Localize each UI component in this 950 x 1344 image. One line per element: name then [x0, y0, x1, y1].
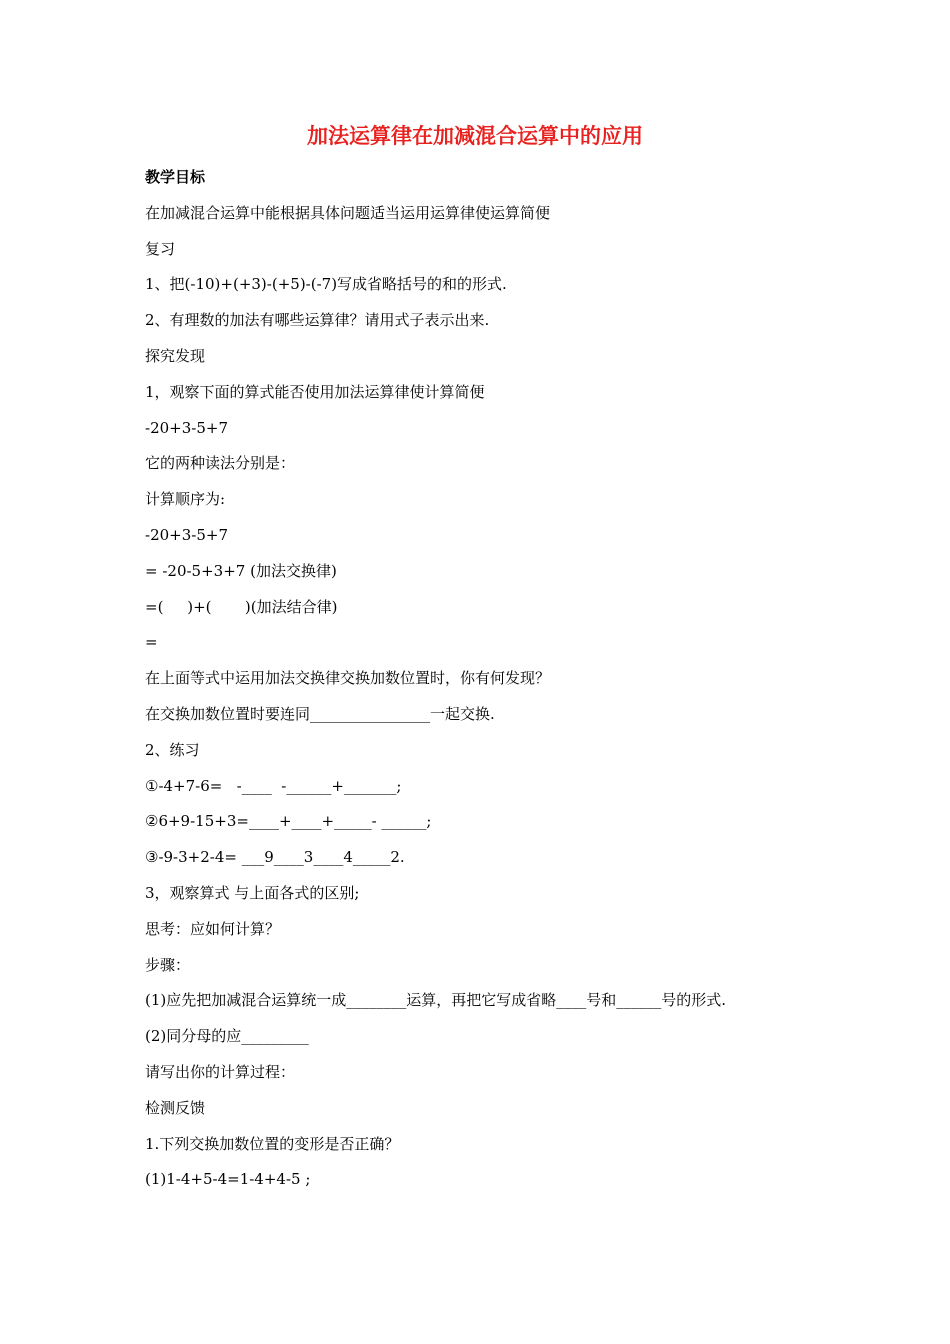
- associative-step-line: =( )+( )(加法结合律): [145, 597, 338, 616]
- write-process-line: 请写出你的计算过程：: [145, 1062, 296, 1081]
- explore-question-1: 1，观察下面的算式能否使用加法运算律使计算简便: [145, 382, 485, 401]
- review-question-2: 2、有理数的加法有哪些运算律？请用式子表示出来.: [145, 311, 490, 330]
- section-heading-feedback: 检测反馈: [145, 1098, 206, 1117]
- feedback-item-1: (1)1-4+5-4=1-4+4-5 ;: [145, 1170, 311, 1189]
- section-heading-explore: 探究发现: [145, 346, 206, 365]
- objective-text: 在加减混合运算中能根据具体问题适当运用运算律使运算简便: [145, 203, 551, 222]
- think-question: 思考：应如何计算？: [145, 919, 281, 938]
- step-1-line: (1)应先把加减混合运算统一成________运算，再把它写成省略____号和______号的形式.: [145, 991, 727, 1010]
- commutative-step-line: = -20-5+3+7 (加法交换律): [145, 561, 337, 580]
- observe-question-3: 3，观察算式 与上面各式的区别;: [145, 883, 360, 902]
- practice-item-3: ③-9-3+2-4= ___9____3____4_____2.: [145, 848, 405, 867]
- section-heading-review: 复习: [145, 239, 176, 258]
- reading-methods-line: 它的两种读法分别是：: [145, 454, 296, 473]
- steps-heading: 步骤：: [145, 955, 191, 974]
- practice-item-2: ②6+9-15+3=____+____+_____- ______;: [145, 812, 432, 831]
- document-body: [145, 160, 845, 1198]
- document-title: 加法运算律在加减混合运算中的应用: [307, 124, 643, 148]
- feedback-question-1: 1.下列交换加数位置的变形是否正确？: [145, 1134, 400, 1153]
- section-heading-objectives: 教学目标: [145, 168, 206, 186]
- expression-line: -20+3-5+7: [145, 418, 228, 437]
- step-2-line: (2)同分母的应_________: [145, 1027, 309, 1046]
- calc-order-line: 计算顺序为:: [145, 490, 226, 509]
- discovery-question: 在上面等式中运用加法交换律交换加数位置时，你有何发现？: [145, 669, 551, 688]
- fill-blank-line: 在交换加数位置时要连同________________一起交换.: [145, 704, 495, 723]
- result-step-line: =: [145, 633, 158, 652]
- expression-line: -20+3-5+7: [145, 525, 228, 544]
- practice-item-1: ①-4+7-6= -____ -______+_______;: [145, 776, 402, 795]
- review-question-1: 1、把(-10)+(+3)-(+5)-(-7)写成省略括号的和的形式.: [145, 275, 507, 294]
- section-heading-practice: 2、练习: [145, 740, 200, 759]
